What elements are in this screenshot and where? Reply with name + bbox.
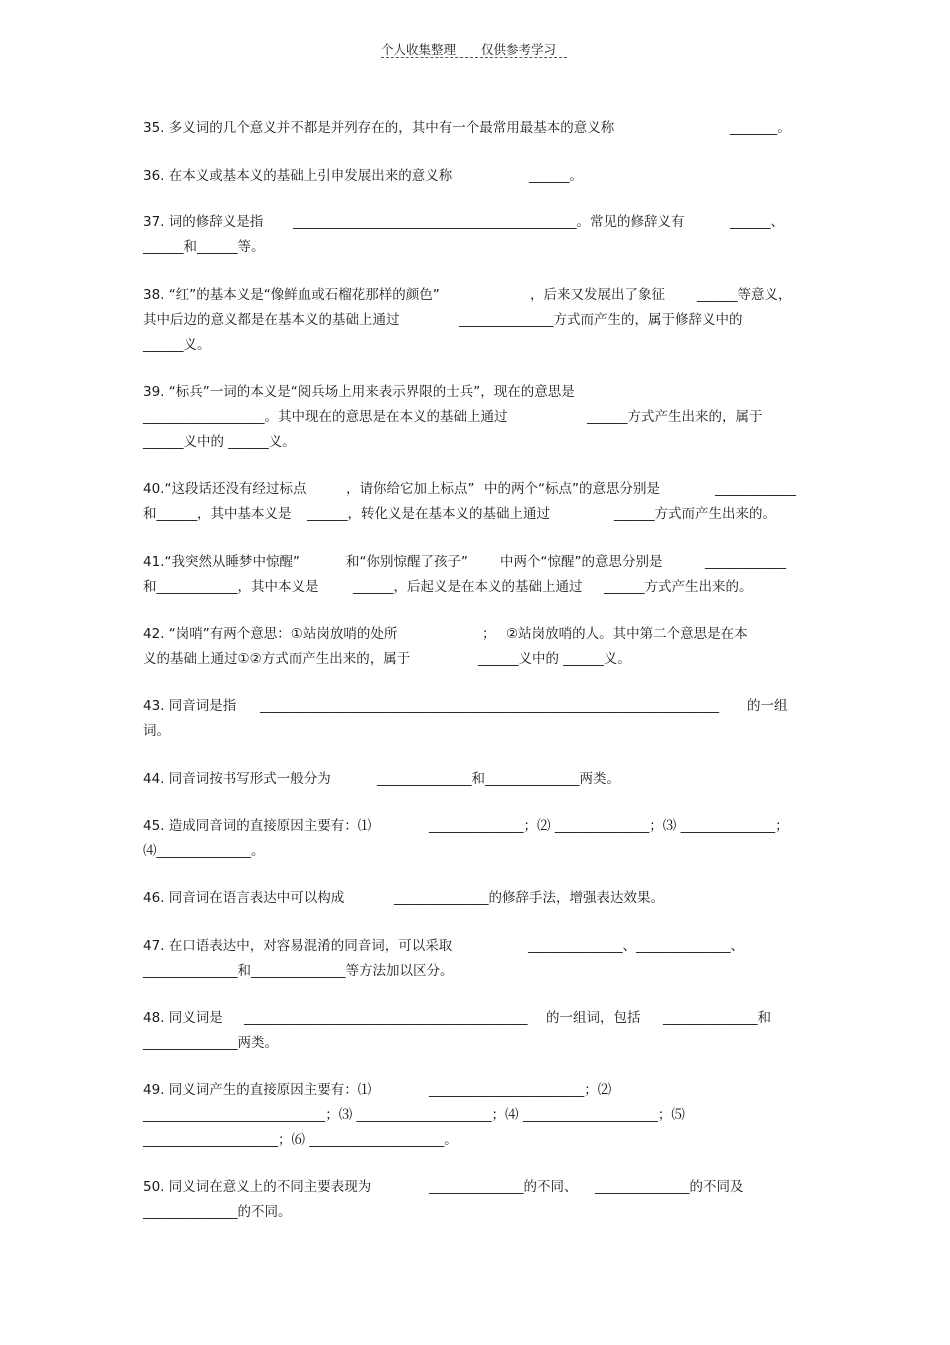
question-text: ______方式而产生出来的。 [614, 506, 776, 522]
question-39 [143, 380, 808, 455]
question-36 [143, 164, 808, 189]
question-text: 和“你别惊醒了孩子” [346, 554, 468, 570]
question-text: ______义中的 ______义。 [478, 651, 631, 667]
question-text: ______________的不同、 [429, 1179, 578, 1195]
question-text: 的一组 [747, 698, 788, 714]
question-line [143, 235, 808, 260]
question-text: 36. 在本义或基本义的基础上引申发展出来的意义称 [143, 168, 453, 184]
question-text: ____________________________________________________________________ [260, 698, 719, 714]
question-text: ______________；⑵ ______________；⑶ ______________； [429, 818, 789, 834]
question-line [143, 886, 808, 911]
question-text: ______________方式而产生的，属于修辞义中的 [459, 312, 743, 328]
question-line [143, 934, 808, 959]
question-text: ______，转化义是在基本义的基础上通过 [307, 506, 550, 522]
question-text: ______方式产生出来的，属于 [587, 409, 763, 425]
question-text: ______________和______________两类。 [377, 771, 620, 787]
question-line [143, 719, 808, 744]
question-text: ____________ [705, 554, 786, 570]
question-text: ______________、______________、 [528, 938, 744, 954]
question-text: 37. 词的修辞义是指 [143, 214, 264, 230]
question-line [143, 694, 808, 719]
question-50 [143, 1175, 808, 1225]
question-text: 35. 多义词的几个意义并不都是并列存在的，其中有一个最常用最基本的意义称 [143, 120, 615, 136]
question-text: 其中后边的意义都是在基本义的基础上通过 [143, 312, 400, 328]
question-line [143, 405, 808, 430]
question-text: 39. “标兵”一词的本义是“阅兵场上用来表示界限的士兵”，现在的意思是 [143, 384, 575, 400]
question-text: 46. 同音词在语言表达中可以构成 [143, 890, 345, 906]
question-line [143, 1200, 808, 1225]
question-text: 50. 同义词在意义上的不同主要表现为 [143, 1179, 372, 1195]
question-text: ______义中的 ______义。 [143, 434, 296, 450]
question-text: ，请你给它加上标点” [346, 481, 475, 497]
question-text: 48. 同义词是 [143, 1010, 223, 1026]
question-line [143, 839, 808, 864]
question-46 [143, 886, 808, 911]
question-text: __________________________________________ [244, 1010, 528, 1026]
question-text: 45. 造成同音词的直接原因主要有：⑴ [143, 818, 372, 834]
question-line [143, 647, 808, 672]
question-42 [143, 622, 808, 672]
question-line [143, 210, 808, 235]
question-text: 的一组词，包括 [546, 1010, 641, 1026]
question-text: 47. 在口语表达中，对容易混淆的同音词，可以采取 [143, 938, 453, 954]
question-text: ___________________________；⑶ ____________________；⑷ ____________________；⑸ [143, 1107, 685, 1123]
header-left-text: 个人收集整理 [381, 42, 457, 57]
question-text: 38. “红”的基本义是“像鲜血或石榴花那样的颜色” [143, 287, 440, 303]
page-header [381, 40, 567, 60]
question-text: ______。 [529, 168, 583, 184]
question-text: 43. 同音词是指 [143, 698, 237, 714]
question-line [143, 116, 808, 141]
question-text: 和______，其中基本义是 [143, 506, 292, 522]
question-line [143, 1006, 808, 1031]
question-text: ______________两类。 [143, 1035, 278, 1051]
header-right-text: 仅供参考学习 [481, 42, 557, 57]
question-44 [143, 767, 808, 792]
question-text: ⑷______________。 [143, 843, 265, 859]
question-line [143, 1175, 808, 1200]
question-text: 和____________，其中本义是 [143, 579, 319, 595]
question-text: ②站岗放哨的人。其中第二个意思是在本 [506, 626, 748, 642]
question-text: 义的基础上通过①②方式而产生出来的，属于 [143, 651, 411, 667]
question-line [143, 380, 808, 405]
question-47 [143, 934, 808, 984]
question-text: ____________________；⑹ ____________________。 [143, 1132, 458, 1148]
question-line [143, 430, 808, 455]
question-text: 49. 同义词产生的直接原因主要有：⑴ [143, 1082, 372, 1098]
question-line [143, 550, 808, 575]
question-line [143, 477, 808, 502]
question-text: 词。 [143, 723, 170, 739]
question-text: ______义。 [143, 337, 211, 353]
question-text: ； [482, 626, 496, 642]
question-line [143, 1078, 808, 1103]
question-line [143, 767, 808, 792]
question-text: 中的两个“标点”的意思分别是 [484, 481, 660, 497]
question-35 [143, 116, 808, 141]
question-text: 41.“我突然从睡梦中惊醒” [143, 554, 300, 570]
question-text: ______________和 [663, 1010, 771, 1026]
question-38 [143, 283, 808, 358]
question-text: ____________ [715, 481, 796, 497]
question-text: 40.“这段话还没有经过标点 [143, 481, 307, 497]
question-45 [143, 814, 808, 864]
question-text: ______方式产生出来的。 [604, 579, 753, 595]
question-line [143, 1031, 808, 1056]
question-text: __________________________________________。常见的修辞义有 [293, 214, 685, 230]
question-37 [143, 210, 808, 260]
question-line [143, 333, 808, 358]
question-41 [143, 550, 808, 600]
question-text: ______________和______________等方法加以区分。 [143, 963, 454, 979]
question-text: ______________的不同及 [595, 1179, 744, 1195]
question-line [143, 164, 808, 189]
question-line [143, 1128, 808, 1153]
header-underline [381, 57, 567, 58]
question-text: 44. 同音词按书写形式一般分为 [143, 771, 331, 787]
question-43 [143, 694, 808, 744]
question-text: ______等意义， [697, 287, 792, 303]
question-49 [143, 1078, 808, 1153]
question-text: ，后来又发展出了象征 [530, 287, 665, 303]
question-line [143, 1103, 808, 1128]
question-line [143, 308, 808, 333]
question-text: ______________的修辞手法，增强表达效果。 [394, 890, 664, 906]
question-text: __________________。其中现在的意思是在本义的基础上通过 [143, 409, 508, 425]
question-text: _______。 [730, 120, 791, 136]
question-text: ______和______等。 [143, 239, 265, 255]
question-text: _______________________；⑵ [429, 1082, 612, 1098]
question-48 [143, 1006, 808, 1056]
question-line [143, 502, 808, 527]
question-line [143, 575, 808, 600]
question-text: ______、 [730, 214, 784, 230]
question-line [143, 814, 808, 839]
question-line [143, 959, 808, 984]
question-40 [143, 477, 808, 527]
question-text: ______________的不同。 [143, 1204, 292, 1220]
question-line [143, 283, 808, 308]
question-line [143, 622, 808, 647]
question-text: ______，后起义是在本义的基础上通过 [353, 579, 583, 595]
question-text: 中两个“惊醒”的意思分别是 [500, 554, 663, 570]
question-text: 42. “岗哨”有两个意思：①站岗放哨的处所 [143, 626, 398, 642]
